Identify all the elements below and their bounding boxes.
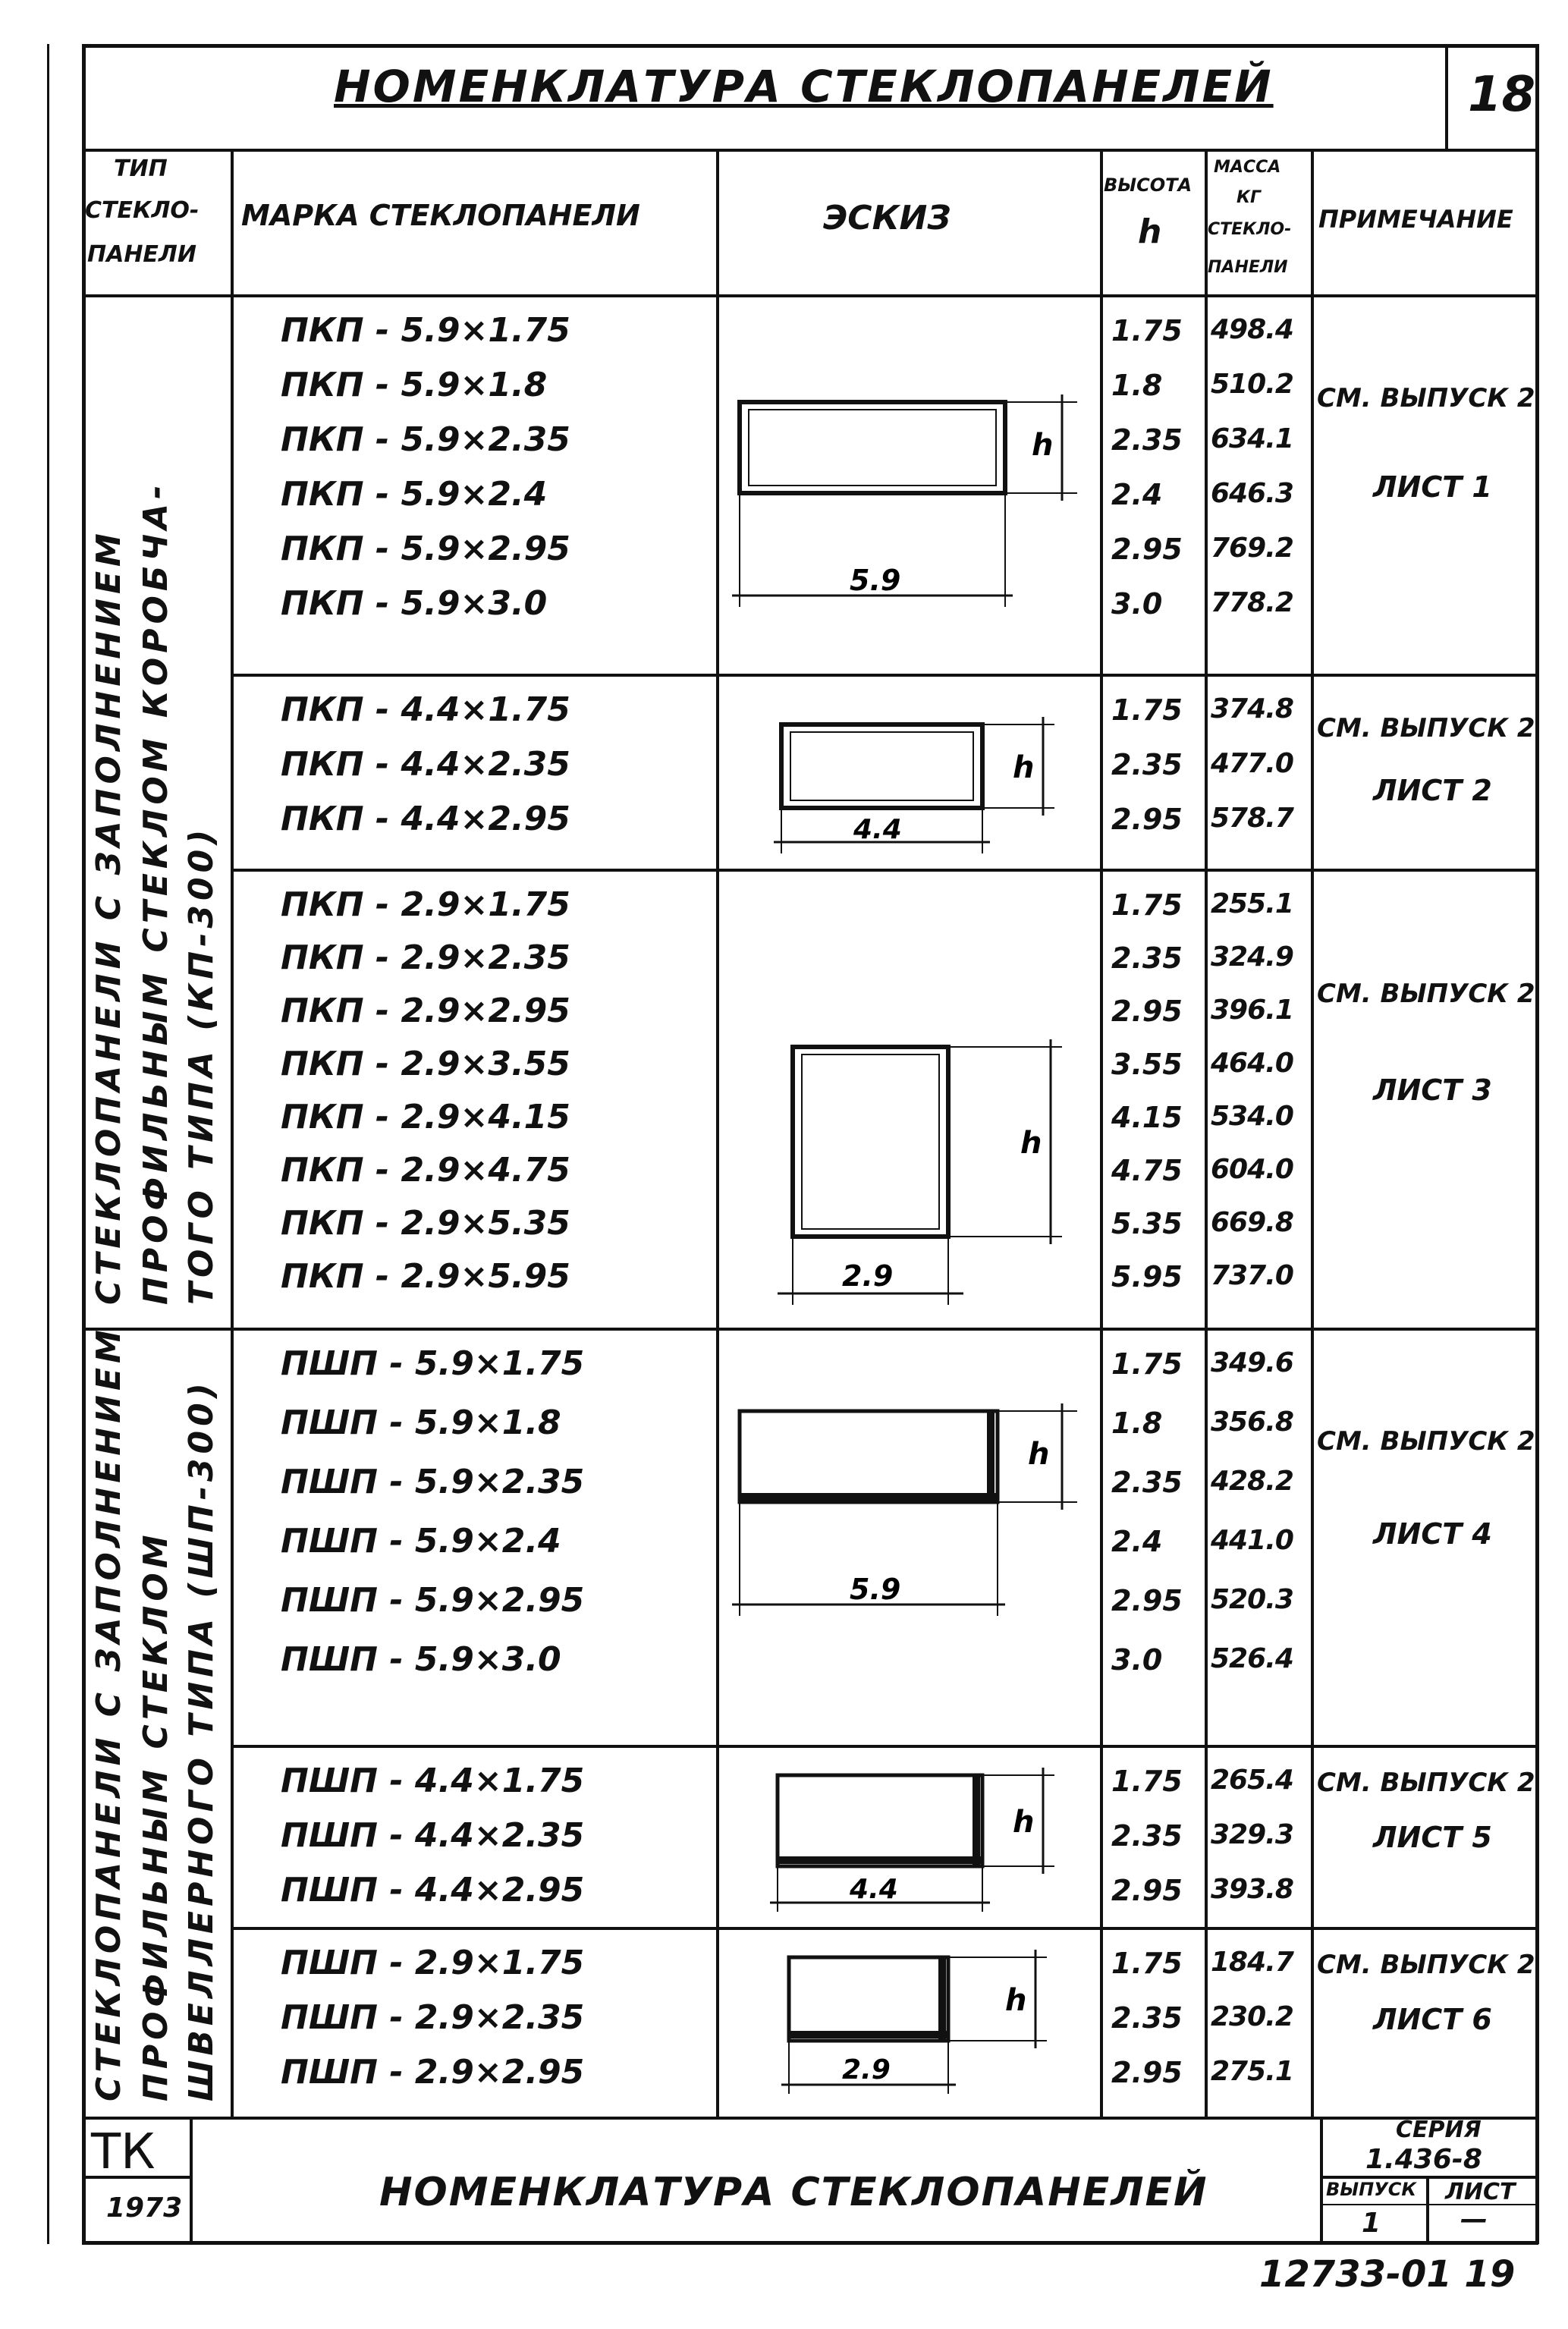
row-mark: ПКП - 2.9×1.75	[281, 885, 570, 924]
footer-issue-label: ВЫПУСК	[1326, 2179, 1416, 2200]
row-mark: ПШП - 5.9×3.0	[281, 1640, 561, 1679]
type-label-shp-1: СТЕКЛОПАНЕЛИ С ЗАПОЛНЕНИЕМ	[90, 1325, 128, 2101]
row-mark: ПКП - 4.4×2.95	[281, 800, 570, 838]
row-mass: 184.7	[1211, 1947, 1293, 1978]
sketch-group-1	[728, 379, 1092, 622]
row-mass: 769.2	[1211, 533, 1293, 564]
group-sep-4	[231, 1745, 1538, 1748]
row-mark: ПКП - 2.9×2.95	[281, 992, 570, 1030]
row-height: 2.35	[1111, 2001, 1183, 2035]
group-note-sheet: ЛИСТ 2	[1373, 774, 1492, 807]
row-height: 1.8	[1111, 369, 1163, 402]
sketch-6-width: 2.9	[842, 2054, 891, 2085]
footer-series-label: СЕРИЯ	[1396, 2117, 1482, 2143]
row-mark: ПШП - 5.9×2.35	[281, 1463, 585, 1501]
group-note-issue: СМ. ВЫПУСК 2	[1317, 713, 1535, 743]
row-mass: 349.6	[1211, 1347, 1293, 1378]
row-mass: 255.1	[1211, 888, 1293, 919]
row-height: 4.75	[1111, 1154, 1183, 1187]
row-mass: 526.4	[1211, 1643, 1293, 1674]
row-mass: 578.7	[1211, 803, 1293, 834]
group-note-issue: СМ. ВЫПУСК 2	[1317, 979, 1535, 1009]
row-mark: ПШП - 4.4×2.35	[281, 1816, 585, 1855]
row-height: 2.4	[1111, 478, 1163, 511]
row-mark: ПКП - 2.9×4.75	[281, 1151, 570, 1190]
row-height: 1.75	[1111, 1347, 1183, 1381]
row-mass: 669.8	[1211, 1207, 1293, 1238]
row-mark: ПШП - 4.4×2.95	[281, 1871, 585, 1909]
header-type-1: ТИП	[114, 156, 168, 182]
row-mass: 737.0	[1211, 1260, 1293, 1291]
row-height: 2.35	[1111, 423, 1183, 457]
group-note-sheet: ЛИСТ 3	[1373, 1073, 1492, 1107]
header-row-bottom	[82, 294, 1538, 297]
sketch-6-h: h	[1005, 1983, 1027, 2018]
type-label-shp-2: ПРОФИЛЬНЫМ СТЕКЛОМ	[137, 1530, 175, 2101]
col-sep-2	[716, 149, 719, 2118]
group-note-issue: СМ. ВЫПУСК 2	[1317, 1426, 1535, 1457]
row-height: 2.35	[1111, 1466, 1183, 1499]
row-mass: 441.0	[1211, 1525, 1293, 1556]
sketch-2-width: 4.4	[853, 814, 902, 845]
page-number: 18	[1468, 67, 1536, 123]
sketch-group-6	[774, 1942, 1077, 2109]
header-type-2: СТЕКЛО-	[85, 197, 200, 224]
header-mass-3: СТЕКЛО-	[1208, 220, 1292, 239]
footer-tk: ТК	[91, 2124, 156, 2180]
row-mass: 498.4	[1211, 314, 1293, 345]
row-height: 1.8	[1111, 1407, 1163, 1440]
row-mass: 604.0	[1211, 1154, 1293, 1185]
row-mass: 393.8	[1211, 1874, 1293, 1905]
col-sep-5	[1311, 149, 1314, 2118]
row-height: 1.75	[1111, 314, 1183, 347]
col-sep-4	[1205, 149, 1208, 2118]
row-mass: 356.8	[1211, 1407, 1293, 1438]
row-height: 2.95	[1111, 1584, 1183, 1617]
footer-title: НОМЕНКЛАТУРА СТЕКЛОПАНЕЛЕЙ	[379, 2170, 1208, 2215]
type-label-kp-1: СТЕКЛОПАНЕЛИ С ЗАПОЛНЕНИЕМ	[90, 529, 128, 1305]
row-height: 3.0	[1111, 1643, 1163, 1677]
row-mark: ПКП - 2.9×2.35	[281, 938, 570, 977]
row-mass: 464.0	[1211, 1048, 1293, 1079]
row-height: 2.35	[1111, 1819, 1183, 1853]
row-mark: ПШП - 4.4×1.75	[281, 1762, 585, 1800]
row-mark: ПКП - 4.4×2.35	[281, 745, 570, 784]
footer-sheet-value: —	[1460, 2204, 1488, 2235]
row-mass: 646.3	[1211, 478, 1293, 509]
header-note: ПРИМЕЧАНИЕ	[1318, 205, 1513, 234]
sketch-3-width: 2.9	[842, 1259, 894, 1293]
group-note-sheet: ЛИСТ 5	[1373, 1821, 1492, 1854]
footer-issue-value: 1	[1362, 2208, 1381, 2239]
row-mark: ПКП - 2.9×5.35	[281, 1204, 570, 1243]
sketch-4-width: 5.9	[850, 1573, 901, 1606]
group-sep-5	[231, 1927, 1538, 1930]
row-mark: ПШП - 5.9×2.95	[281, 1581, 585, 1620]
row-mass: 396.1	[1211, 995, 1293, 1026]
header-mass-4: ПАНЕЛИ	[1208, 258, 1288, 277]
row-height: 5.95	[1111, 1260, 1183, 1293]
footer-issue-sheet-divider	[1426, 2176, 1429, 2243]
row-mass: 324.9	[1211, 941, 1293, 973]
footer-series-value: 1.436-8	[1365, 2144, 1482, 2175]
row-height: 2.95	[1111, 2056, 1183, 2089]
type-label-kp-2: ПРОФИЛЬНЫМ СТЕКЛОМ КОРОБЧА-	[137, 480, 175, 1305]
sketch-group-2	[766, 709, 1085, 861]
row-height: 2.35	[1111, 748, 1183, 781]
row-mass: 329.3	[1211, 1819, 1293, 1850]
row-height: 5.35	[1111, 1207, 1183, 1240]
row-mass: 275.1	[1211, 2056, 1293, 2087]
frame-left	[82, 44, 86, 2244]
row-mark: ПКП - 5.9×2.4	[281, 475, 548, 514]
row-mark: ПКП - 2.9×3.55	[281, 1045, 570, 1083]
row-mark: ПШП - 2.9×2.35	[281, 1998, 585, 2037]
row-mark: ПКП - 5.9×2.35	[281, 420, 570, 459]
row-mass: 230.2	[1211, 2001, 1293, 2032]
title-page-divider	[1445, 44, 1448, 150]
group-sep-2	[231, 869, 1538, 872]
title-row-bottom	[82, 149, 1538, 152]
row-mark: ПКП - 2.9×4.15	[281, 1098, 570, 1136]
row-mark: ПШП - 5.9×1.75	[281, 1344, 585, 1383]
row-height: 2.95	[1111, 1874, 1183, 1907]
row-height: 2.95	[1111, 995, 1183, 1028]
sketch-group-3	[766, 1024, 1085, 1312]
group-note-issue: СМ. ВЫПУСК 2	[1317, 383, 1535, 413]
sketch-1-width: 5.9	[850, 564, 901, 597]
row-mark: ПКП - 2.9×5.95	[281, 1257, 570, 1296]
row-mass: 477.0	[1211, 748, 1293, 779]
group-note-sheet: ЛИСТ 4	[1373, 1517, 1492, 1551]
footer-tk-divider	[190, 2117, 193, 2243]
header-height-1: ВЫСОТА	[1104, 174, 1192, 196]
bottom-code: 12733-01 19	[1259, 2253, 1516, 2296]
row-mass: 534.0	[1211, 1101, 1293, 1132]
row-height: 2.35	[1111, 941, 1183, 975]
row-mark: ПШП - 5.9×1.8	[281, 1403, 561, 1442]
row-mark: ПКП - 5.9×1.75	[281, 311, 570, 350]
header-mass-2: КГ	[1236, 188, 1262, 207]
row-mark: ПШП - 5.9×2.4	[281, 1522, 561, 1561]
header-mark: МАРКА СТЕКЛОПАНЕЛИ	[241, 199, 640, 232]
group-sep-3	[82, 1328, 1538, 1331]
row-height: 2.95	[1111, 803, 1183, 836]
header-sketch: ЭСКИЗ	[823, 199, 951, 237]
group-note-issue: СМ. ВЫПУСК 2	[1317, 1950, 1535, 1980]
footer-series-divider	[1320, 2117, 1323, 2243]
row-mass: 778.2	[1211, 587, 1293, 618]
frame-right	[1535, 44, 1539, 2244]
row-mark: ПШП - 2.9×1.75	[281, 1944, 585, 1982]
frame-top	[82, 44, 1538, 48]
row-height: 1.75	[1111, 888, 1183, 922]
row-mark: ПКП - 5.9×3.0	[281, 584, 548, 623]
sketch-5-h: h	[1013, 1805, 1035, 1840]
footer-sheet-label: ЛИСТ	[1445, 2179, 1516, 2205]
group-note-sheet: ЛИСТ 6	[1373, 2003, 1492, 2036]
row-height: 3.55	[1111, 1048, 1183, 1081]
row-height: 1.75	[1111, 1947, 1183, 1980]
sketch-3-h: h	[1020, 1126, 1042, 1161]
footer-year: 1973	[106, 2192, 183, 2224]
row-mass: 428.2	[1211, 1466, 1293, 1497]
row-height: 3.0	[1111, 587, 1163, 621]
group-note-issue: СМ. ВЫПУСК 2	[1317, 1768, 1535, 1798]
row-height: 1.75	[1111, 1765, 1183, 1798]
row-height: 2.4	[1111, 1525, 1163, 1558]
row-mass: 634.1	[1211, 423, 1293, 454]
row-mass: 510.2	[1211, 369, 1293, 400]
sketch-1-h: h	[1032, 428, 1054, 463]
page-title: НОМЕНКЛАТУРА СТЕКЛОПАНЕЛЕЙ	[334, 61, 1274, 112]
row-height: 4.15	[1111, 1101, 1183, 1134]
sketch-5-width: 4.4	[850, 1874, 898, 1905]
row-mass: 520.3	[1211, 1584, 1293, 1615]
row-height: 1.75	[1111, 693, 1183, 727]
binding-margin-line	[47, 44, 49, 2244]
sketch-2-h: h	[1013, 750, 1035, 785]
row-mark: ПКП - 4.4×1.75	[281, 690, 570, 729]
sketch-group-4	[728, 1388, 1092, 1631]
sketch-group-5	[762, 1760, 1081, 1919]
header-height-2: h	[1138, 212, 1162, 251]
row-mass: 265.4	[1211, 1765, 1293, 1796]
col-sep-3	[1100, 149, 1103, 2118]
type-label-shp-3: ШВЕЛЛЕРНОГО ТИПА (ШП-300)	[182, 1378, 221, 2101]
row-mark: ПКП - 5.9×1.8	[281, 366, 548, 404]
type-label-kp-3: ТОГО ТИПА (КП-300)	[182, 825, 221, 1305]
row-mass: 374.8	[1211, 693, 1293, 724]
group-sep-1	[231, 674, 1538, 677]
group-note-sheet: ЛИСТ 1	[1373, 470, 1492, 504]
sketch-4-h: h	[1028, 1437, 1050, 1472]
row-mark: ПШП - 2.9×2.95	[281, 2053, 585, 2092]
header-type-3: ПАНЕЛИ	[87, 241, 196, 268]
row-mark: ПКП - 5.9×2.95	[281, 530, 570, 568]
header-mass-1: МАССА	[1214, 158, 1281, 177]
col-sep-1	[231, 149, 234, 2118]
row-height: 2.95	[1111, 533, 1183, 566]
